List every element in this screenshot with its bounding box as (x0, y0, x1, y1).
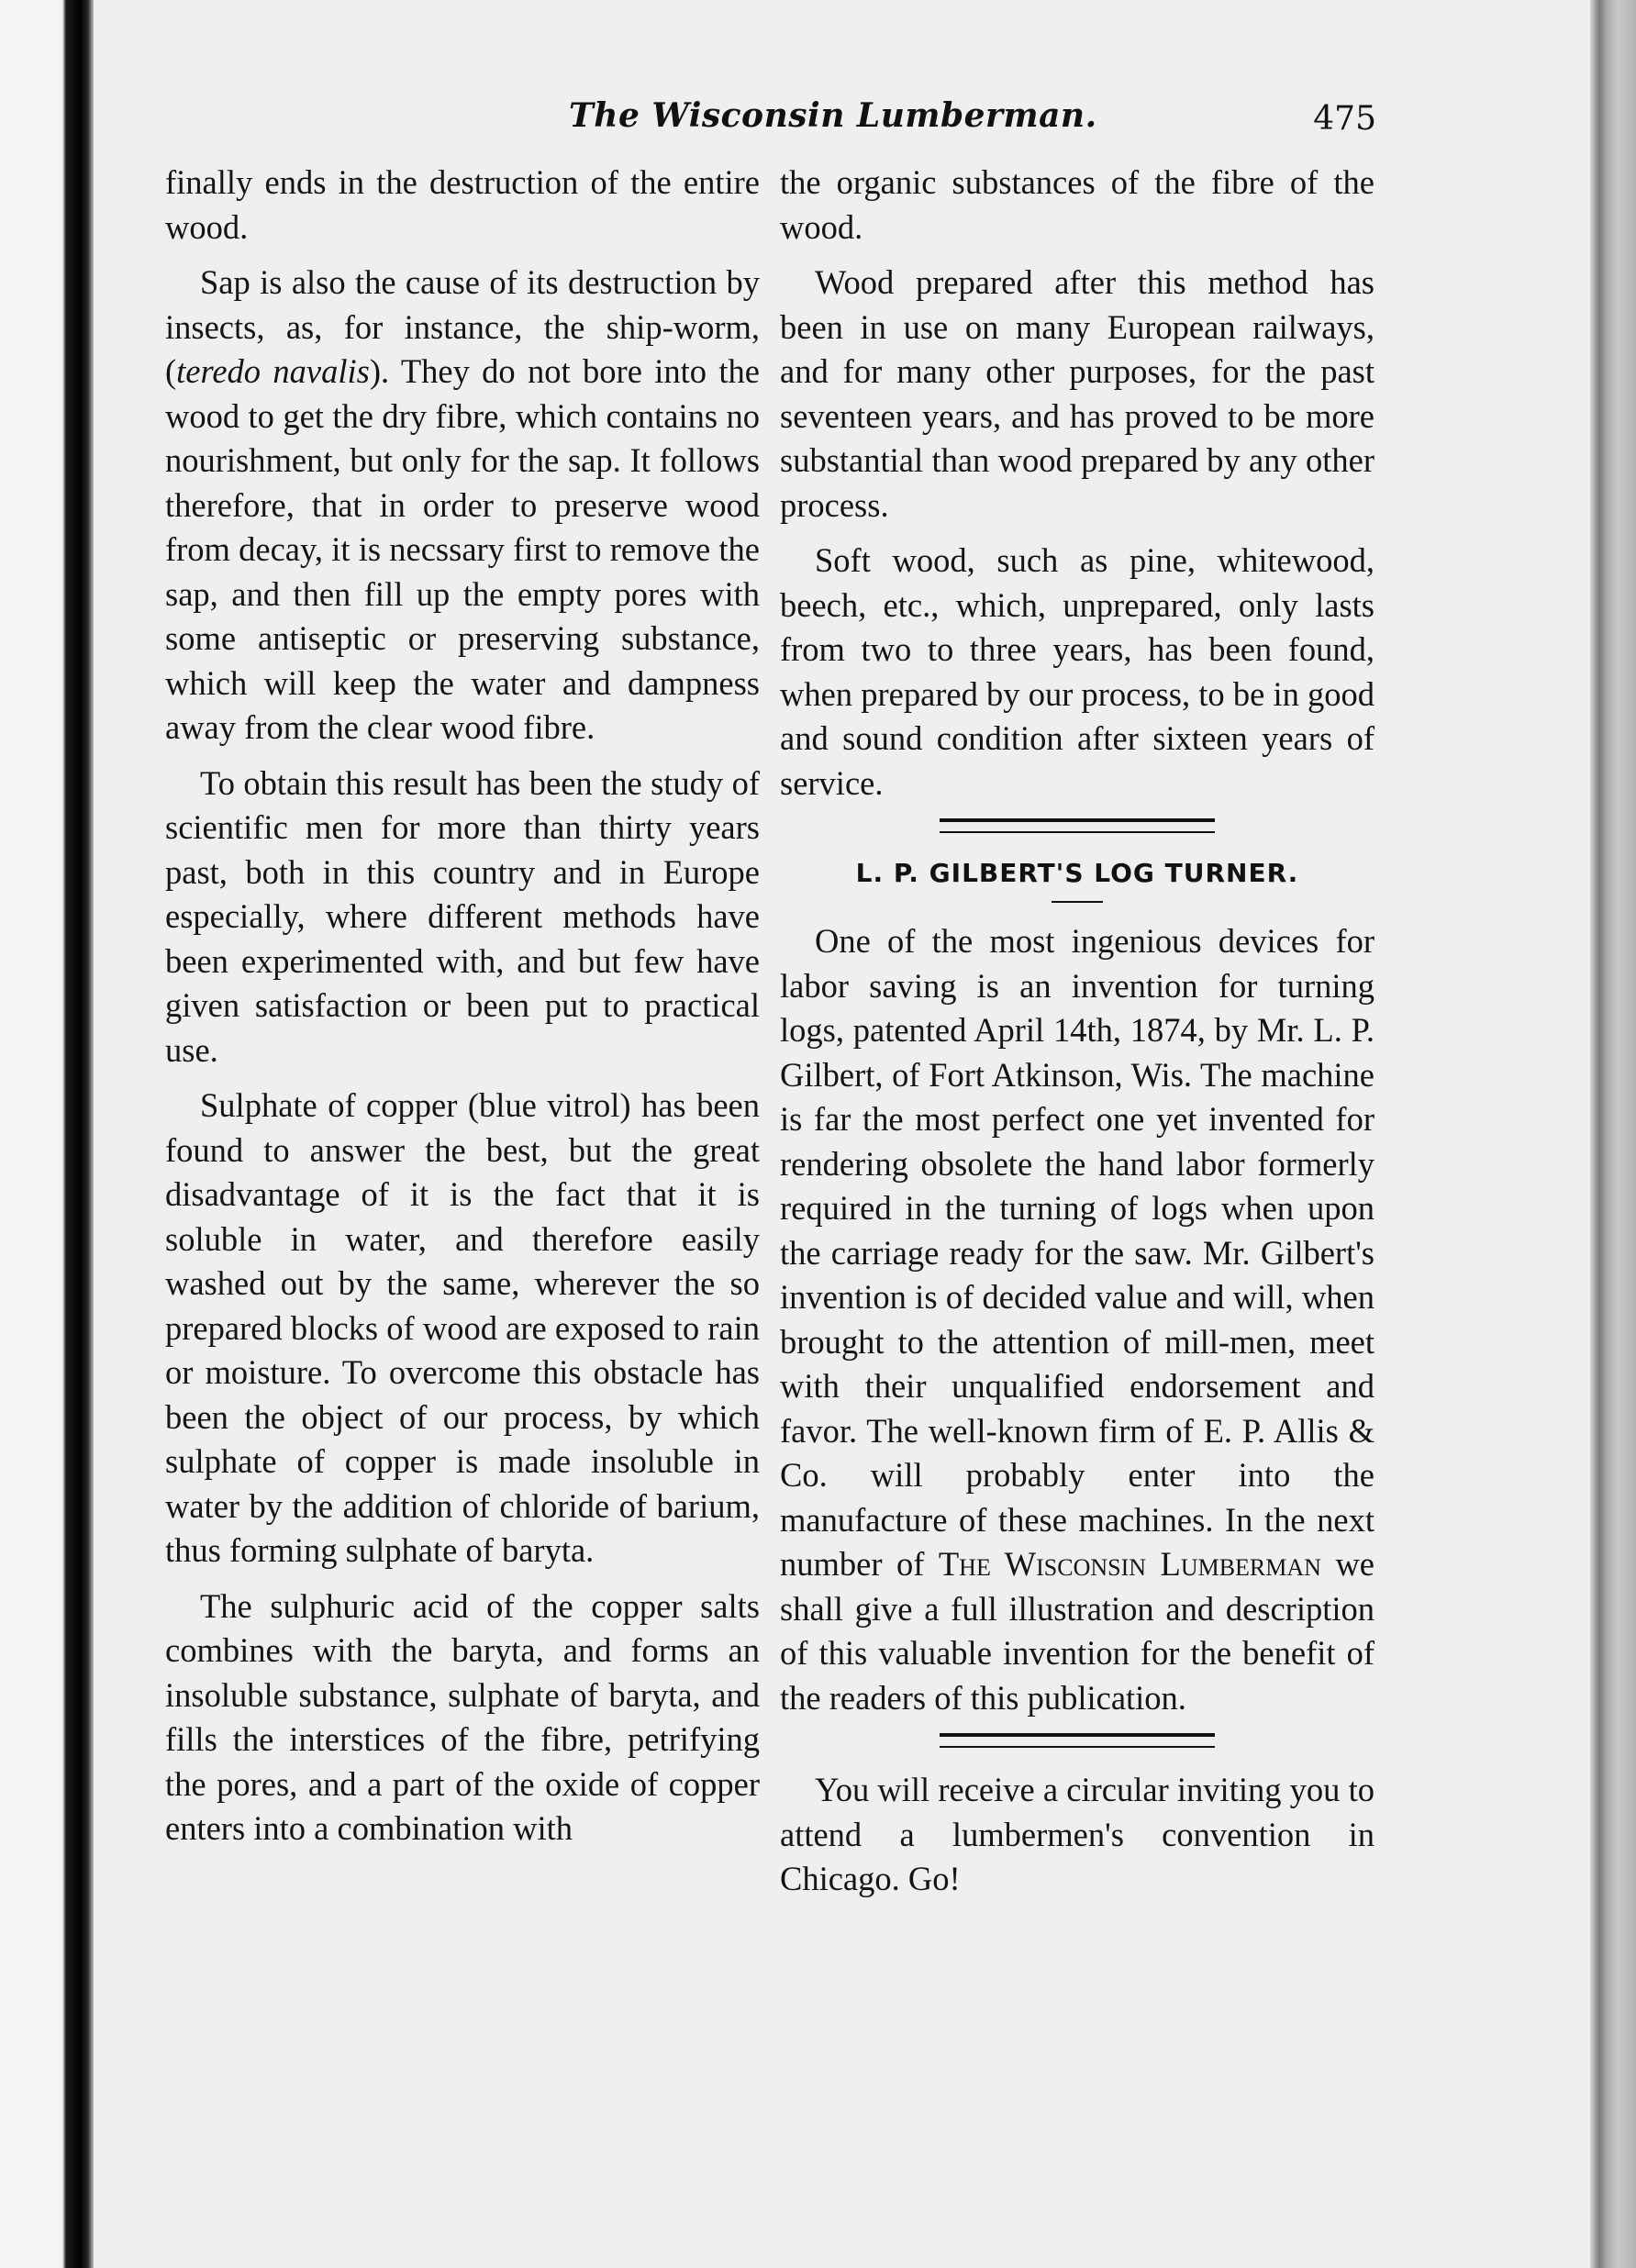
page-edge-right (1590, 0, 1636, 2268)
right-column (780, 161, 1374, 1913)
right-paragraph-4-publication-name: The Wisconsin Lumberman (938, 1545, 1321, 1583)
section-divider-top (940, 818, 1215, 833)
left-paragraph-5: The sulphuric acid of the copper salts combines with the baryta, and forms an insoluble substance, sulphate of baryta, and fills the interstices of the fibre, petrifying the pores, and a part of the oxide of copper enters into a combination with (165, 1586, 760, 1847)
right-paragraph-1: the organic substances of the fibre of the wood. (780, 163, 1374, 246)
left-paragraph-4: Sulphate of copper (blue vitrol) has been found to answer the best, but the great disadvantage of it is the fact that it is soluble in water, and therefore easily washed out by the same, wherever the so prepared blocks of wood are exposed to rain or moisture. To overcome this obstacle has been the object of our process, by which sulphate of copper is made insoluble in water by the addition of chloride of barium, thus forming sulphate of baryta. (165, 1086, 760, 1569)
right-paragraph-3: Soft wood, such as pine, whitewood, beech, etc., which, unprepared, only lasts from two to three years, has been found, when prepared by our process, to be in good and sound condition after sixteen years of service. (780, 541, 1374, 802)
right-paragraph-4-text-a: One of the most ingenious devices for labor saving is an invention for turning logs, patented April 14th, 1874, by Mr. L. P. Gilbert, of Fort Atkinson, Wis. The machine is far the most perfect one yet invented for rendering obsolete the hand labor formerly required in the turning of logs when upon the carriage ready for the saw. Mr. Gilbert's invention is of decided value and will, when brought to the attention of mill-men, meet with their unqualified endorsement and favor. The well-known firm of E. P. Allis & Co. will probably enter into the manufacture of these machines. In the next number of (780, 922, 1374, 1583)
section-heading: L. P. GILBERT'S LOG TURNER. (855, 858, 1299, 888)
left-paragraph-2 (165, 261, 760, 750)
running-title: The Wisconsin Lumberman. (569, 96, 1097, 135)
left-paragraph-2-italic: teredo navalis (176, 352, 370, 390)
right-paragraph-4-text-b: we shall give a full illustration and description of this valuable invention for the benefit of the readers of this publication. (780, 1545, 1375, 1717)
left-paragraph-3: To obtain this result has been the study of scientific men for more than thirty years past, both in this country and in Europe especially, where different methods have been experimented with, and but few have given satisfaction or been put to practical use. (165, 763, 760, 1069)
right-paragraph-2: Wood prepared after this method has been in use on many European railways, and for many other purposes, for the past seventeen years, and has proved to be more substantial than wood prepared by any other process. (780, 263, 1374, 524)
page-header (569, 96, 1376, 151)
heading-underline (1052, 901, 1103, 903)
left-paragraph-2-text-b: ). They do not bore into the wood to get the dry fibre, which contains no nourishment, but only for the sap. It follows therefore, that in order to preserve wood from decay, it is necssary first to remove the sap, and then fill up the empty pores with some antiseptic or preserving substance, which will keep the water and dampness away from the clear wood fibre. (165, 352, 760, 746)
right-paragraph-5: You will receive a circular inviting you to attend a lumbermen's convention in Chicago. Go! (780, 1771, 1374, 1897)
section-divider-bottom (940, 1733, 1215, 1748)
left-paragraph-2-text-a: Sap is also the cause of its destruction by insects, as, for instance, the ship-worm, ( (165, 263, 760, 390)
right-paragraph-4 (780, 919, 1374, 1720)
binding-edge (0, 0, 94, 2268)
left-paragraph-1: finally ends in the destruction of the entire wood. (165, 163, 760, 246)
facing-page-bleed (1468, 0, 1587, 2268)
page-number: 475 (1313, 100, 1376, 138)
left-column (165, 161, 760, 1862)
